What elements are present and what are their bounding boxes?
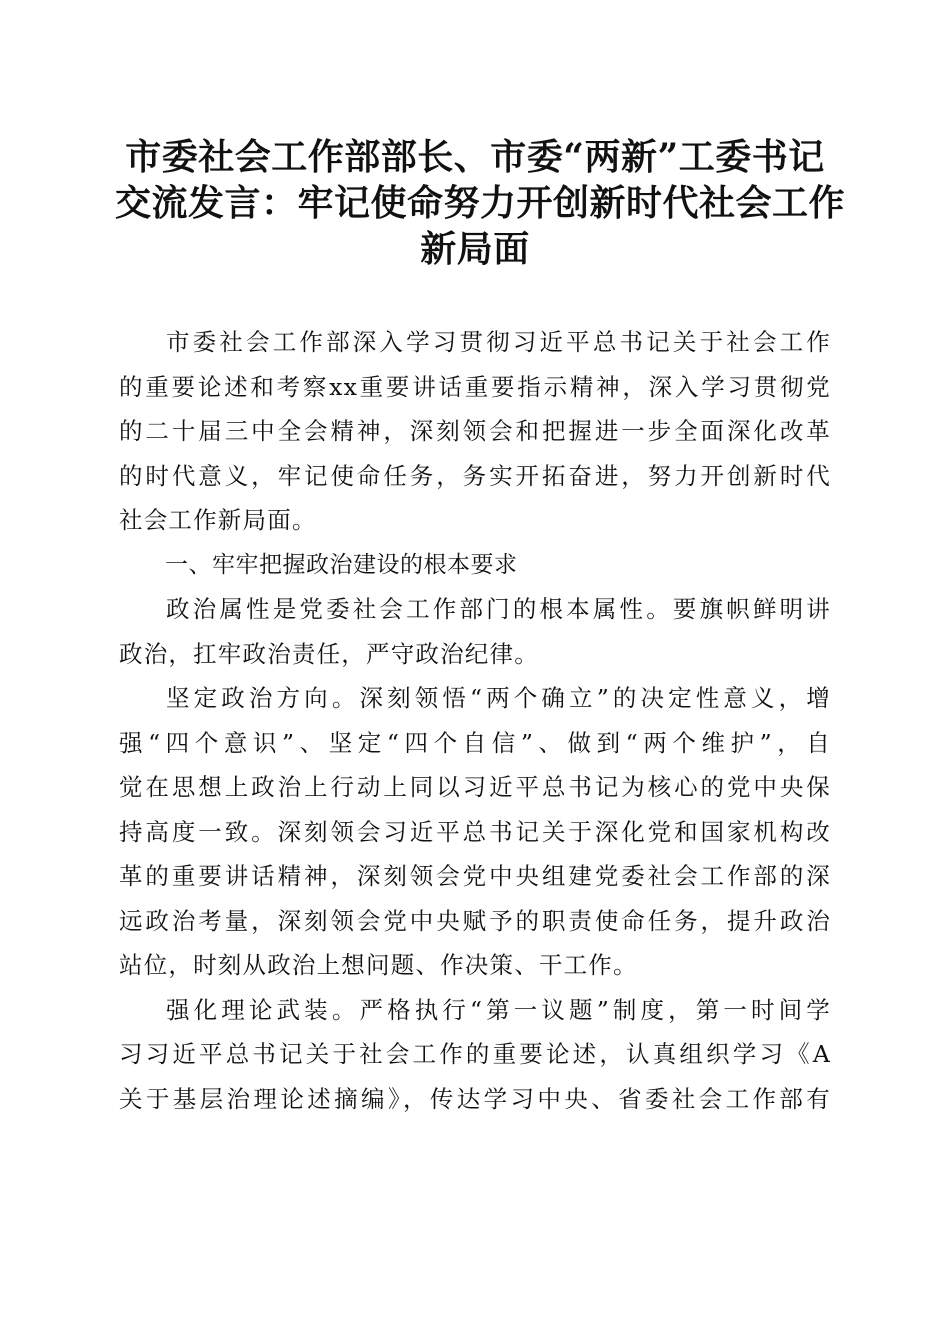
text-line: 持高度一致。深刻领会习近平总书记关于深化党和国家机构改 <box>119 817 831 846</box>
title-line: 市委社会工作部部长、市委“两新”工委书记 <box>125 136 825 178</box>
section-heading: 一、牢牢把握政治建设的根本要求 <box>165 551 518 578</box>
title-line: 新局面 <box>420 228 530 270</box>
text-line: 强“四个意识”、坚定“四个自信”、做到“两个维护”，自 <box>119 728 831 757</box>
body-paragraph <box>119 988 831 1122</box>
text-line: 政治，扛牢政治责任，严守政治纪律。 <box>119 639 539 668</box>
body-paragraph <box>119 320 831 543</box>
text-line: 习习近平总书记关于社会工作的重要论述，认真组织学习《A <box>119 1040 831 1068</box>
body-paragraph <box>119 676 831 988</box>
text-line: 的重要论述和考察xx重要讲话重要指示精神，深入学习贯彻党 <box>119 372 831 401</box>
document-body <box>119 320 831 1121</box>
text-line: 市委社会工作部深入学习贯彻习近平总书记关于社会工作 <box>166 328 831 356</box>
text-line: 革的重要讲话精神，深刻领会党中央组建党委社会工作部的深 <box>119 862 831 890</box>
text-line: 坚定政治方向。深刻领悟“两个确立”的决定性意义，增 <box>166 684 831 712</box>
text-line: 的二十届三中全会精神，深刻领会和把握进一步全面深化改革 <box>119 417 831 445</box>
body-paragraph <box>119 587 831 676</box>
text-line: 关于基层治理论述摘编》，传达学习中央、省委社会工作部有 <box>119 1084 831 1113</box>
text-line: 的时代意义，牢记使命任务，务实开拓奋进，努力开创新时代 <box>119 461 831 490</box>
document-title <box>115 134 846 272</box>
title-line: 交流发言：牢记使命努力开创新时代社会工作 <box>115 182 846 224</box>
text-line: 强化理论武装。严格执行“第一议题”制度，第一时间学 <box>166 995 831 1024</box>
text-line: 站位，时刻从政治上想问题、作决策、干工作。 <box>119 951 638 979</box>
text-line: 远政治考量，深刻领会党中央赋予的职责使命任务，提升政治 <box>119 906 831 935</box>
text-line: 觉在思想上政治上行动上同以习近平总书记为核心的党中央保 <box>119 773 831 801</box>
text-line: 社会工作新局面。 <box>119 506 317 534</box>
text-line: 政治属性是党委社会工作部门的根本属性。要旗帜鲜明讲 <box>166 595 831 623</box>
